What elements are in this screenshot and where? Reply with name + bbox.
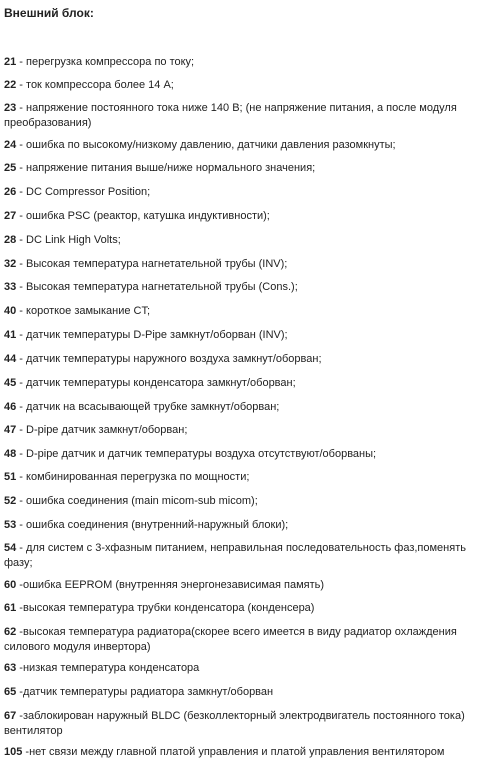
error-entry-40 — [4, 304, 480, 319]
error-entry-54 — [4, 541, 480, 571]
error-code: 61 — [4, 602, 17, 614]
error-code: 21 — [4, 56, 17, 68]
error-code: 24 — [4, 139, 17, 151]
error-description: - датчик на всасывающей трубке замкнут/оборван; — [16, 401, 280, 413]
error-entry-21 — [4, 55, 480, 70]
error-description: - DC Compressor Position; — [16, 186, 151, 198]
error-code: 60 — [4, 579, 17, 591]
error-entry-44 — [4, 352, 480, 367]
section-title: Внешний блок: — [4, 6, 94, 20]
error-description: - датчик температуры конденсатора замкнут/оборван; — [16, 377, 296, 389]
error-code: 47 — [4, 424, 17, 436]
error-code: 28 — [4, 234, 17, 246]
error-entry-67 — [4, 709, 480, 739]
error-code: 67 — [4, 710, 17, 722]
error-description: - датчик температуры наружного воздуха замкнут/оборван; — [16, 353, 322, 365]
error-entry-61 — [4, 601, 480, 616]
error-description: - Высокая температура нагнетательной трубы (Cons.); — [16, 281, 298, 293]
error-description: - Высокая температура нагнетательной трубы (INV); — [16, 258, 288, 270]
error-entry-25 — [4, 161, 480, 176]
error-description: - комбинированная перегрузка по мощности; — [16, 471, 250, 483]
error-code: 62 — [4, 626, 17, 638]
error-description: - ошибка по высокому/низкому давлению, датчики давления разомкнуты; — [16, 139, 396, 151]
error-code: 23 — [4, 102, 17, 114]
error-description: - DC Link High Volts; — [16, 234, 121, 246]
error-entry-52 — [4, 494, 480, 509]
error-code: 45 — [4, 377, 17, 389]
error-description: - датчик температуры D-Pipe замкнут/оборван (INV); — [16, 329, 288, 341]
error-entry-47 — [4, 423, 480, 438]
error-entry-33 — [4, 280, 480, 295]
error-description: - ошибка соединения (внутренний-наружный блоки); — [16, 519, 289, 531]
error-entry-48 — [4, 447, 480, 462]
error-code: 25 — [4, 162, 17, 174]
error-description: -высокая температура трубки конденсатора (конденсера) — [16, 602, 315, 614]
error-entry-28 — [4, 233, 480, 248]
error-entry-105 — [4, 745, 480, 760]
error-description: - D-pipe датчик и датчик температуры воздуха отсутствуют/оборваны; — [16, 448, 377, 460]
error-entry-53 — [4, 518, 480, 533]
error-description: -заблокирован наружный BLDC (безколлекторный электродвигатель постоянного тока) вентилятор — [4, 710, 465, 737]
error-code: 26 — [4, 186, 17, 198]
error-entry-51 — [4, 470, 480, 485]
error-description: - для систем с 3-хфазным питанием, неправильная последовательность фаз,поменять фазу; — [4, 542, 466, 569]
error-description: - D-pipe датчик замкнут/оборван; — [16, 424, 188, 436]
error-entry-45 — [4, 376, 480, 391]
error-code: 32 — [4, 258, 17, 270]
error-code: 65 — [4, 686, 17, 698]
error-description: -нет связи между главной платой управления и платой управления вентилятором — [22, 746, 445, 758]
error-entry-27 — [4, 209, 480, 224]
error-entry-32 — [4, 257, 480, 272]
error-code: 40 — [4, 305, 17, 317]
error-entry-46 — [4, 400, 480, 415]
error-entry-65 — [4, 685, 480, 700]
error-description: - ошибка соединения (main micom-sub micom); — [16, 495, 258, 507]
error-description: -высокая температура радиатора(скорее всего имеется в виду радиатор охлаждения силового модуля инвертора) — [4, 626, 457, 653]
error-description: -низкая температура конденсатора — [16, 662, 200, 674]
error-code: 51 — [4, 471, 17, 483]
error-description: -датчик температуры радиатора замкнут/оборван — [16, 686, 274, 698]
error-code: 63 — [4, 662, 17, 674]
error-code: 53 — [4, 519, 17, 531]
error-code: 22 — [4, 79, 17, 91]
error-entry-24 — [4, 138, 480, 153]
error-code: 48 — [4, 448, 17, 460]
error-entry-22 — [4, 78, 480, 93]
error-description: - перегрузка компрессора по току; — [16, 56, 195, 68]
error-code: 46 — [4, 401, 17, 413]
error-code: 52 — [4, 495, 17, 507]
error-description: - напряжение постоянного тока ниже 140 В; (не напряжение питания, а после модуля преобразования) — [4, 102, 457, 129]
error-entry-62 — [4, 625, 480, 655]
error-entry-60 — [4, 578, 480, 593]
error-description: - напряжение питания выше/ниже нормального значения; — [16, 162, 316, 174]
error-code: 41 — [4, 329, 17, 341]
error-description: -ошибка EEPROM (внутренняя энергонезависимая память) — [16, 579, 325, 591]
error-code: 44 — [4, 353, 17, 365]
error-entry-23 — [4, 101, 480, 131]
error-description: - короткое замыкание CT; — [16, 305, 151, 317]
error-code: 105 — [4, 746, 23, 758]
error-code: 54 — [4, 542, 17, 554]
error-code: 33 — [4, 281, 17, 293]
error-entry-41 — [4, 328, 480, 343]
error-entry-63 — [4, 661, 480, 676]
error-code: 27 — [4, 210, 17, 222]
error-description: - ошибка PSC (реактор, катушка индуктивности); — [16, 210, 270, 222]
error-entry-26 — [4, 185, 480, 200]
error-description: - ток компрессора более 14 А; — [16, 79, 174, 91]
